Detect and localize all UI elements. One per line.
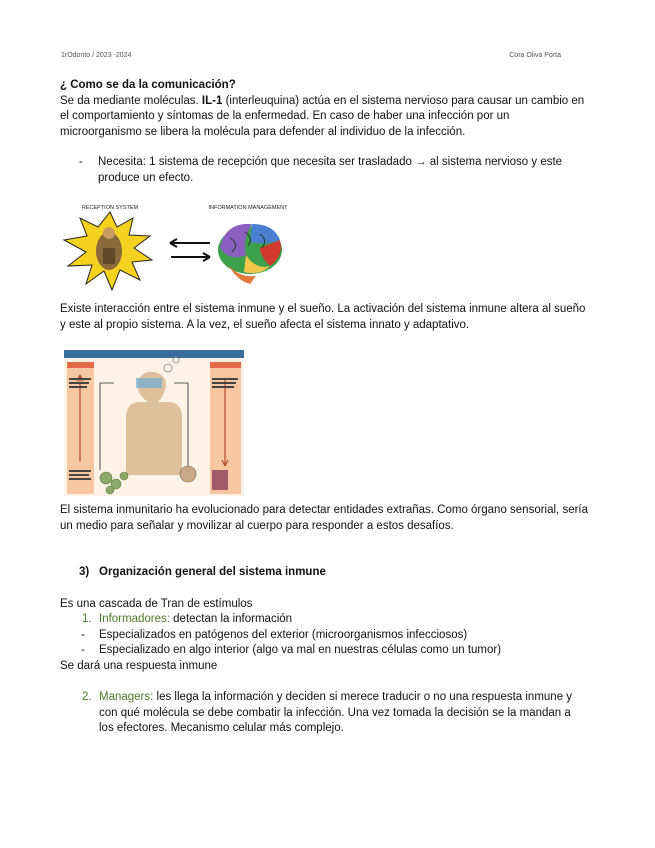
- list-item-managers: Managers: les llega la información y deciden si merece traducir o no una respuesta inmune y con qué molécula se debe combatir la infección. Una vez tomada la decisión se la mandan a los efectores. Mecanismo celular más complejo.: [99, 691, 573, 735]
- sub-dash: -: [81, 629, 85, 641]
- figure-immune-sleep-diagram: [64, 350, 244, 496]
- response-text: Se dará una respuesta inmune: [60, 660, 218, 672]
- paragraph-sensory-organ: El sistema inmunitario ha evolucionado para detectar entidades extrañas. Como órgano sensorial, sería un medio para señalar y movilizar al cuerpo para responder a estos desafíos.: [60, 504, 589, 532]
- label-reception-system: RECEPTION SYSTEM: [81, 205, 139, 211]
- arrow-left: [170, 239, 210, 247]
- section-communication: [60, 78, 590, 140]
- page-header-right: Cora Oliva Porta: [509, 52, 561, 59]
- figure-reception-brain: [60, 200, 300, 295]
- sub-item-interior: Especializado en algo interior (algo va mal en nuestras células como un tumor): [99, 644, 502, 656]
- intro-text: Es una cascada de Tran de estímulos: [60, 598, 253, 610]
- list-item-informadores: Informadores: detectan la información: [99, 613, 293, 625]
- paragraph-communication: Se da mediante moléculas. IL-1 (interleuquina) actúa en el sistema nervioso para causar un cambio en el comportamiento y síntomas de la enfermedad. En caso de haber una infección por un microorganismo se libera la molécula para defender al individuo de la infección.: [60, 94, 585, 138]
- section-heading: Organización general del sistema inmune: [99, 566, 326, 578]
- page-header-left: 1rOdonto / 2023 -2024: [61, 52, 132, 59]
- sub-dash: -: [81, 644, 85, 656]
- list-number-1: 1.: [82, 613, 92, 625]
- paragraph-sleep: Existe interacción entre el sistema inmune y el sueño. La activación del sistema inmune altera al sueño y este al propio sistema. A la vez, el sueño afecta el sistema innato y adaptativo.: [60, 303, 586, 331]
- list-number-2: 2.: [82, 691, 92, 703]
- sub-item-exterior: Especializados en patógenos del exterior (microorganismos infecciosos): [99, 629, 468, 641]
- bullet-text: Necesita: 1 sistema de recepción que necesita ser trasladado → al sistema nervioso y este produce un efecto.: [98, 156, 563, 184]
- arrow-right: [171, 253, 210, 261]
- label-information-management: INFORMATION MANAGEMENT: [208, 205, 288, 211]
- section-title: ¿ Como se da la comunicación?: [60, 79, 236, 91]
- section-number: 3): [79, 566, 90, 578]
- diagram-top-bar: [64, 350, 244, 358]
- brain-illustration: [218, 224, 282, 284]
- tumor-cell: [180, 466, 196, 482]
- bullet-dash: -: [79, 156, 83, 168]
